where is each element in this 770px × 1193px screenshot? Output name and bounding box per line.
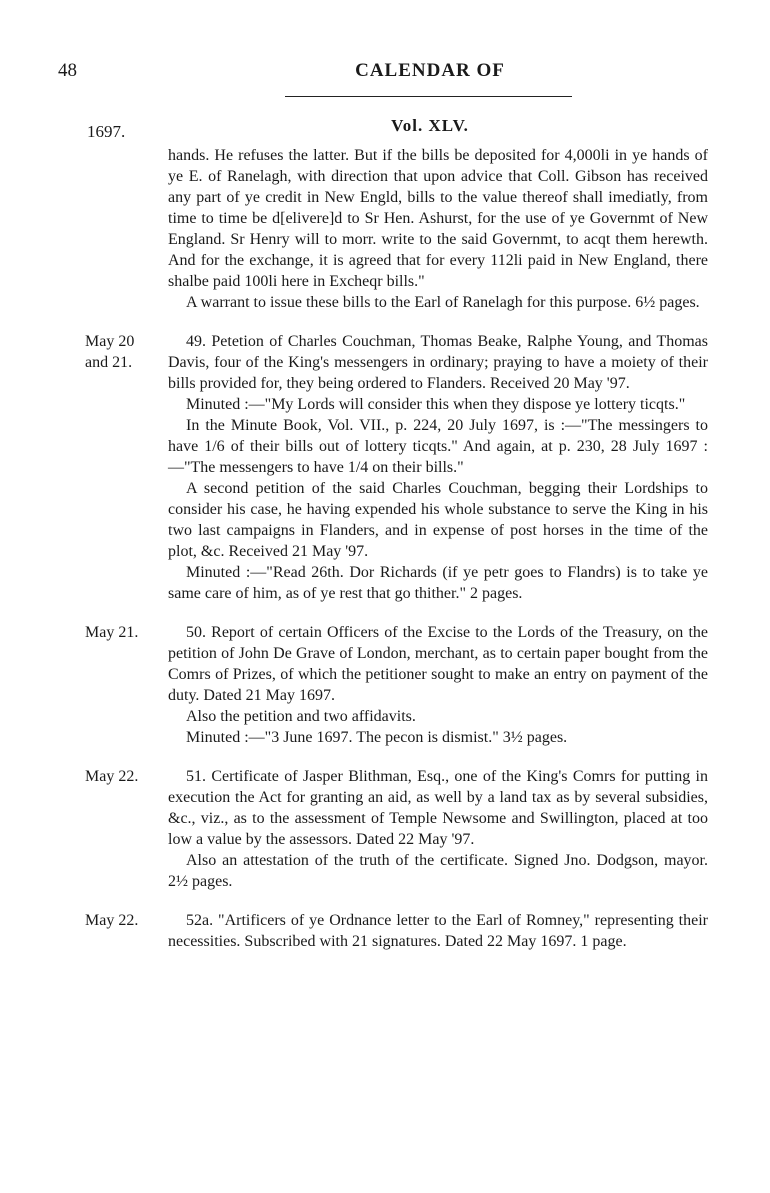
entry-paragraph: A warrant to issue these bills to the Earl of Ranelagh for this purpose. 6½ pages. [186,294,700,311]
year-label: 1697. [87,122,126,141]
entry-paragraph: 50. Report of certain Officers of the Excise to the Lords of the Treasury, on the petition of John De Grave of London, merchant, as to certain paper bought from the Comrs of Prizes, of which the petitioner sought to make an entry on payment of the duty. Dated 21 May 1697. [168,624,708,704]
entry-paragraph: Minuted :—"My Lords will consider this when they dispose ye lottery ticqts." [186,396,686,413]
page-header [0,58,770,88]
entry-paragraph: 51. Certificate of Jasper Blithman, Esq., one of the King's Comrs for putting in execution the Act for granting an aid, as well by a land tax as by several subsidies, &c., viz., as to the assessment of Temple Newsome and Swillington, placed at too low a value by the assessors. Dated 22 May '97. [168,768,708,848]
running-title: CALENDAR OF [355,60,505,81]
entry-paragraph: 49. Petetion of Charles Couchman, Thomas Beake, Ralphe Young, and Thomas Davis, four of the King's messengers in ordinary; praying to have a moiety of their bills provided for, they being ordered to Flanders. Received 20 May '97. [168,333,708,392]
volume-title: Vol. XLV. [391,116,469,135]
entry-date: May 22. [85,768,139,785]
entry-50 [0,622,770,748]
entry-text [168,766,708,892]
entry-continuation [0,145,770,313]
entry-paragraph: In the Minute Book, Vol. VII., p. 224, 20 July 1697, is :—"The messingers to have 1/6 of their bills out of lottery ticqts." And again, at p. 230, 28 July 1697 :—"The messengers to have 1/4 on their bills." [168,417,708,476]
page-number: 48 [58,60,77,81]
entry-49 [0,331,770,604]
entry-date: May 20 and 21. [85,333,135,371]
entry-paragraph: Also the petition and two affidavits. [186,708,416,725]
entry-text [168,910,708,952]
entry-51 [0,766,770,892]
header-rule [285,96,572,97]
entry-text [168,622,708,748]
entry-text [168,331,708,604]
entry-52a [0,910,770,952]
entry-paragraph: Also an attestation of the truth of the certificate. Signed Jno. Dodgson, mayor. 2½ pages. [168,852,708,890]
entries [0,145,770,952]
entry-paragraph: Minuted :—"Read 26th. Dor Richards (if ye petr goes to Flandrs) is to take ye same care of him, as of ye rest that go thither." 2 pages. [168,564,708,602]
entry-paragraph: hands. He refuses the latter. But if the bills be deposited for 4,000li in ye hands of ye E. of Ranelagh, with direction that upon advice that Coll. Gibson has received any part of ye credit in New Engld, bills to the value thereof shall imediatly, from time to time be d[elivere]d to Sr Hen. Ashurst, for the use of ye Governmt of New England. Sr Henry will to morr. write to the said Governmt, to acqt them herewth. And for the exchange, it is agreed that for every 112li paid in New England, there shalbe paid 100li here in Excheqr bills." [168,147,708,290]
entry-date [0,145,168,313]
entry-date: May 21. [85,624,139,641]
entry-date: May 22. [85,912,139,929]
entry-paragraph: Minuted :—"3 June 1697. The pecon is dismist." 3½ pages. [186,729,568,746]
entry-paragraph: 52a. "Artificers of ye Ordnance letter to the Earl of Romney," representing their necessities. Subscribed with 21 signatures. Dated 22 May 1697. 1 page. [168,912,708,950]
entry-paragraph: A second petition of the said Charles Couchman, begging their Lordships to consider his case, he having expended his whole substance to serve the King in his two last campaigns in Flanders, and in expense of post horses in the time of the plot, &c. Received 21 May '97. [168,480,708,560]
entry-text [168,145,708,313]
